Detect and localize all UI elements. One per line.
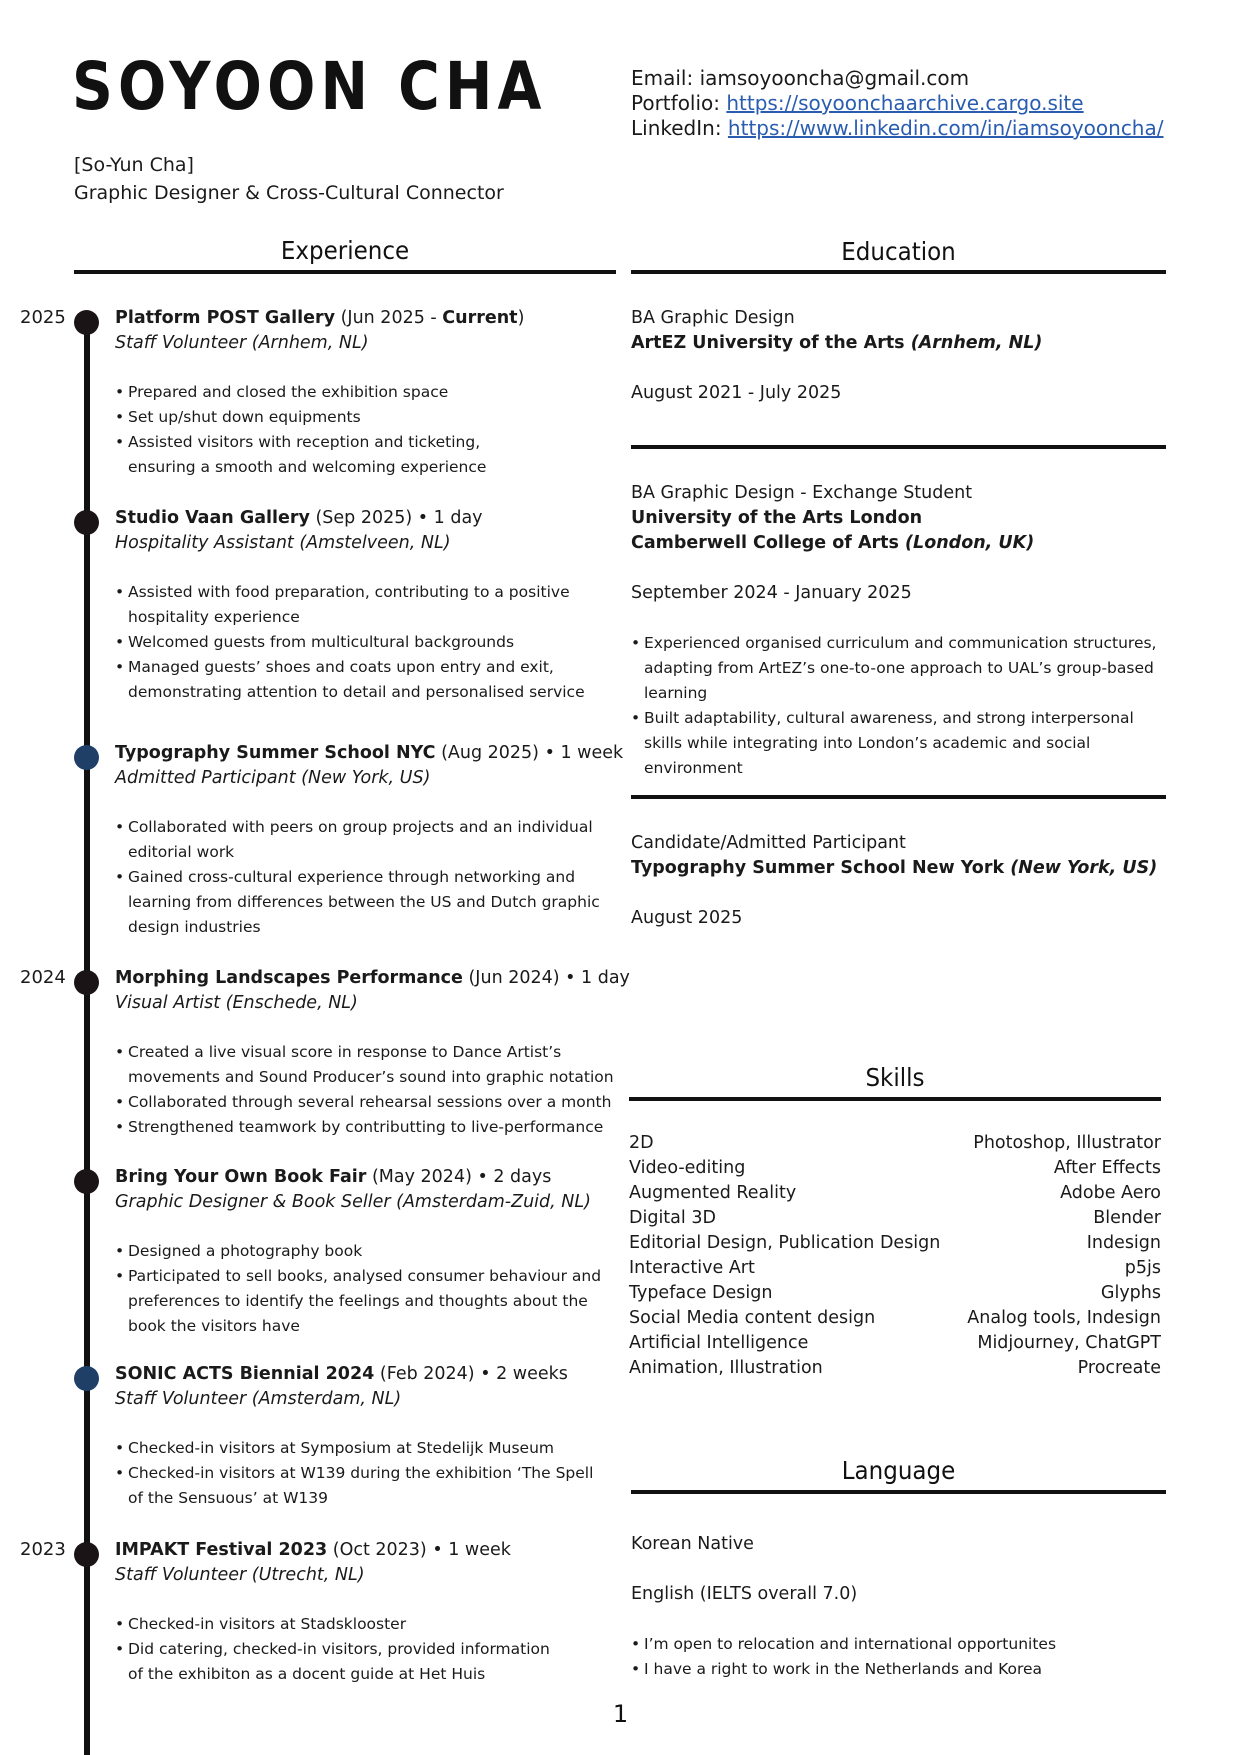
education-divider-1 [631, 445, 1166, 449]
portfolio-line [631, 91, 1163, 116]
timeline-dot [74, 1542, 99, 1567]
timeline-dot [74, 510, 99, 535]
linkedin-link[interactable]: https://www.linkedin.com/in/iamsoyooncha/ [727, 116, 1164, 140]
experience-bullets [115, 815, 615, 940]
experience-role: Visual Artist (Enschede, NL) [115, 993, 358, 1013]
skill-row [629, 1331, 1161, 1356]
experience-role: Hospitality Assistant (Amstelveen, NL) [115, 533, 451, 553]
page-number: 1 [612, 1700, 629, 1728]
skill-row [629, 1181, 1161, 1206]
skill-tool: Midjourney, ChatGPT [977, 1333, 1161, 1353]
skill-tool: Analog tools, Indesign [967, 1308, 1161, 1328]
skill-row [629, 1306, 1161, 1331]
linkedin-line [631, 116, 1163, 141]
education-location: (Arnhem, NL) [904, 333, 1043, 353]
experience-bullet: preferences to identify the feelings and thoughts about the [128, 1292, 588, 1310]
experience-role: Graphic Designer & Book Seller (Amsterdam-Zuid, NL) [115, 1192, 591, 1212]
experience-bullet: • Did catering, checked-in visitors, provided information [115, 1637, 615, 1662]
email-label: Email: [631, 66, 694, 90]
experience-entry [115, 1165, 615, 1339]
skill-row [629, 1156, 1161, 1181]
skill-area: Animation, Illustration [629, 1358, 823, 1378]
experience-entry [115, 1362, 615, 1511]
experience-dates: (Oct 2023) • 1 week [327, 1540, 511, 1560]
language-heading: Language [841, 1456, 956, 1485]
linkedin-label: LinkedIn: [631, 116, 722, 140]
education-location: (New York, US) [1004, 858, 1158, 878]
experience-bullet: • Created a live visual score in response to Dance Artist’s [115, 1040, 615, 1065]
experience-bullet: ensuring a smooth and welcoming experience [128, 458, 487, 476]
experience-entry [115, 506, 615, 705]
skill-tool: Glyphs [1100, 1283, 1161, 1303]
experience-dates: (Jun 2025 - [335, 308, 443, 328]
experience-bullet: • Welcomed guests from multicultural backgrounds [115, 630, 615, 655]
education-school: ArtEZ University of the Arts [631, 333, 905, 353]
language-rule [631, 1490, 1166, 1494]
education-entry [631, 481, 1166, 781]
skill-area: 2D [629, 1133, 654, 1153]
experience-bullet: • Checked-in visitors at Symposium at Stedelijk Museum [115, 1436, 615, 1461]
experience-bullets [115, 1436, 615, 1511]
experience-bullet: demonstrating attention to detail and personalised service [128, 683, 585, 701]
experience-title [115, 1362, 615, 1387]
skill-row [629, 1281, 1161, 1306]
experience-bullets [115, 1040, 615, 1140]
experience-bullet: learning from differences between the US and Dutch graphic [128, 893, 600, 911]
experience-entry [115, 1538, 615, 1687]
skill-area: Editorial Design, Publication Design [629, 1233, 941, 1253]
experience-bullet: • Collaborated through several rehearsal sessions over a month [115, 1090, 615, 1115]
experience-dates: (Feb 2024) • 2 weeks [374, 1364, 568, 1384]
portfolio-label: Portfolio: [631, 91, 721, 115]
skill-tool: Indesign [1086, 1233, 1161, 1253]
skill-tool: p5js [1124, 1258, 1161, 1278]
experience-bullet: • Assisted with food preparation, contributing to a positive [115, 580, 615, 605]
experience-heading: Experience [280, 236, 410, 265]
skill-tool: Photoshop, Illustrator [973, 1133, 1161, 1153]
experience-title [115, 506, 615, 531]
education-school-line [631, 531, 1166, 556]
skill-area: Digital 3D [629, 1208, 716, 1228]
timeline-dot [74, 970, 99, 995]
experience-current: Current [442, 308, 518, 328]
timeline-dot [74, 310, 99, 335]
skill-tool: Blender [1093, 1208, 1161, 1228]
education-bullet: learning [644, 684, 708, 702]
education-entry [631, 831, 1166, 931]
experience-org: Typography Summer School NYC [115, 743, 436, 763]
experience-bullets [115, 580, 615, 705]
education-school-line [631, 856, 1166, 881]
education-bullet: • Experienced organised curriculum and communication structures, [631, 631, 1166, 656]
skill-tool: Procreate [1077, 1358, 1161, 1378]
experience-bullets [115, 1612, 615, 1687]
education-dates: August 2021 - July 2025 [631, 383, 842, 403]
education-bullet: • Built adaptability, cultural awareness, and strong interpersonal [631, 706, 1166, 731]
education-bullets [631, 631, 1166, 781]
experience-role: Staff Volunteer (Arnhem, NL) [115, 333, 369, 353]
experience-dates-close: ) [517, 308, 525, 328]
experience-dates: (Jun 2024) • 1 day [462, 968, 630, 988]
education-degree: BA Graphic Design [631, 308, 795, 328]
experience-entry [115, 741, 624, 940]
education-school: University of the Arts London [631, 508, 923, 528]
experience-role: Staff Volunteer (Utrecht, NL) [115, 1565, 365, 1585]
language-block [631, 1532, 1166, 1682]
experience-bullet: • Managed guests’ shoes and coats upon entry and exit, [115, 655, 615, 680]
education-entry [631, 306, 1166, 406]
skills-heading: Skills [865, 1063, 925, 1092]
skill-row [629, 1206, 1161, 1231]
experience-dates: (Aug 2025) • 1 week [435, 743, 624, 763]
resume-name: SOYOON CHA [72, 48, 547, 125]
experience-bullet: • Checked-in visitors at W139 during the exhibition ‘The Spell [115, 1461, 615, 1486]
skill-area: Social Media content design [629, 1308, 876, 1328]
experience-title [115, 741, 624, 766]
experience-bullet: • Checked-in visitors at Stadsklooster [115, 1612, 615, 1637]
experience-title [115, 306, 615, 331]
education-divider-2 [631, 795, 1166, 799]
experience-org: IMPAKT Festival 2023 [115, 1540, 328, 1560]
education-rule [631, 270, 1166, 274]
experience-bullets [115, 1239, 615, 1339]
experience-bullet: • Set up/shut down equipments [115, 405, 615, 430]
experience-bullet: • Assisted visitors with reception and ticketing, [115, 430, 615, 455]
experience-bullet: editorial work [128, 843, 235, 861]
skill-area: Video-editing [629, 1158, 746, 1178]
timeline-year: 2024 [20, 967, 66, 988]
language-note: • I’m open to relocation and international opportunites [631, 1632, 1166, 1657]
contact-block [631, 66, 1163, 141]
skill-row [629, 1256, 1161, 1281]
experience-dates: (Sep 2025) • 1 day [309, 508, 483, 528]
experience-bullet: design industries [128, 918, 261, 936]
education-school-line [631, 331, 1166, 356]
language-item-korean: Korean Native [631, 1534, 754, 1554]
education-dates: August 2025 [631, 908, 743, 928]
experience-bullet: of the Sensuous’ at W139 [128, 1489, 328, 1507]
education-heading: Education [841, 237, 956, 266]
experience-org: Platform POST Gallery [115, 308, 336, 328]
skill-row [629, 1131, 1161, 1156]
education-degree: BA Graphic Design - Exchange Student [631, 483, 973, 503]
experience-role: Staff Volunteer (Amsterdam, NL) [115, 1389, 402, 1409]
language-item-english: English (IELTS overall 7.0) [631, 1584, 858, 1604]
timeline-year: 2023 [20, 1539, 66, 1560]
timeline-dot [74, 745, 99, 770]
timeline-dot [74, 1366, 99, 1391]
experience-org: Morphing Landscapes Performance [115, 968, 463, 988]
skill-area: Interactive Art [629, 1258, 755, 1278]
experience-entry [115, 966, 630, 1140]
skills-rule [629, 1097, 1161, 1101]
alt-name: [So-Yun Cha] [74, 154, 194, 176]
education-bullet: skills while integrating into London’s academic and social environment [644, 734, 1091, 777]
skill-row [629, 1231, 1161, 1256]
education-school: Camberwell College of Arts [631, 533, 899, 553]
tagline: Graphic Designer & Cross-Cultural Connector [74, 182, 504, 204]
experience-bullet: of the exhibiton as a docent guide at Het Huis [128, 1665, 486, 1683]
language-note: • I have a right to work in the Netherlands and Korea [631, 1657, 1166, 1682]
experience-bullet: hospitality experience [128, 608, 300, 626]
email-line [631, 66, 1163, 91]
experience-bullet: • Gained cross-cultural experience through networking and [115, 865, 615, 890]
experience-bullet: • Strengthened teamwork by contributting to live-performance [115, 1115, 615, 1140]
experience-bullet: book the visitors have [128, 1317, 300, 1335]
timeline-year: 2025 [20, 307, 66, 328]
experience-role: Admitted Participant (New York, US) [115, 768, 431, 788]
experience-bullet: • Collaborated with peers on group projects and an individual [115, 815, 615, 840]
experience-org: SONIC ACTS Biennial 2024 [115, 1364, 375, 1384]
education-location: (London, UK) [898, 533, 1035, 553]
skill-area: Typeface Design [629, 1283, 773, 1303]
experience-title [115, 1165, 615, 1190]
experience-dates: (May 2024) • 2 days [366, 1167, 552, 1187]
language-notes [631, 1632, 1166, 1682]
experience-org: Studio Vaan Gallery [115, 508, 310, 528]
education-bullet: adapting from ArtEZ’s one-to-one approach to UAL’s group-based [644, 659, 1154, 677]
education-dates: September 2024 - January 2025 [631, 583, 912, 603]
skills-table [629, 1131, 1161, 1381]
skill-tool: Adobe Aero [1060, 1183, 1161, 1203]
email-value: iamsoyooncha@gmail.com [699, 66, 970, 90]
experience-title [115, 966, 630, 991]
education-school: Typography Summer School New York [631, 858, 1005, 878]
experience-org: Bring Your Own Book Fair [115, 1167, 367, 1187]
experience-bullets [115, 380, 615, 480]
experience-entry [115, 306, 615, 480]
skill-area: Augmented Reality [629, 1183, 797, 1203]
education-school-line [631, 506, 1166, 531]
experience-bullet: movements and Sound Producer’s sound into graphic notation [128, 1068, 614, 1086]
skill-tool: After Effects [1053, 1158, 1161, 1178]
experience-title [115, 1538, 615, 1563]
skill-row [629, 1356, 1161, 1381]
education-degree: Candidate/Admitted Participant [631, 833, 906, 853]
experience-bullet: • Designed a photography book [115, 1239, 615, 1264]
timeline-dot [74, 1169, 99, 1194]
portfolio-link[interactable]: https://soyoonchaarchive.cargo.site [726, 91, 1084, 115]
experience-bullet: • Prepared and closed the exhibition space [115, 380, 615, 405]
experience-bullet: • Participated to sell books, analysed consumer behaviour and [115, 1264, 615, 1289]
experience-rule [74, 270, 616, 274]
skill-area: Artificial Intelligence [629, 1333, 809, 1353]
